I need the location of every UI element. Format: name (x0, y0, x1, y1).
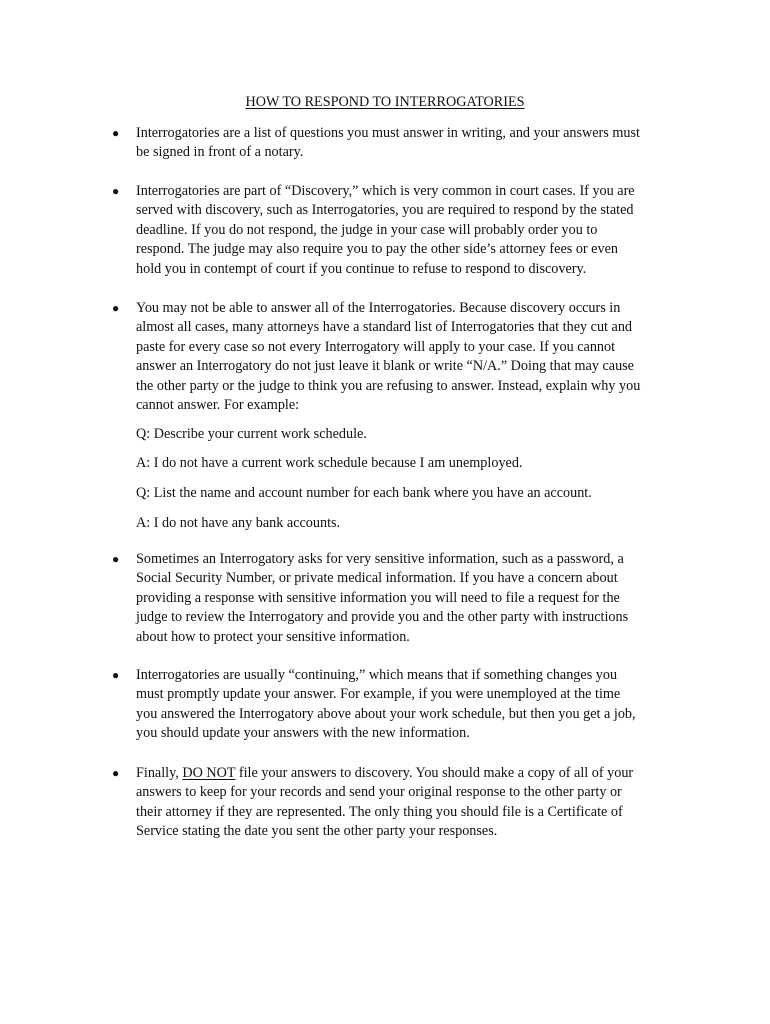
bullet-icon: ● (112, 552, 120, 566)
bullet-text: You may not be able to answer all of the Interrogatories. Because discovery occurs in almost all cases, many attorneys have a standard list of Interrogatories that they cut and paste for every case so not every Interrogatory will apply to your case. If you cannot answer an Interrogatory do not just leave it blank or write “N/A.” Doing that may cause the other party or the judge to think you are refusing to answer. Instead, explain why you cannot answer. For example: (136, 300, 641, 414)
bullet-icon: ● (112, 766, 120, 780)
bullet-item (112, 182, 672, 280)
do-not-emphasis: DO NOT (182, 765, 236, 781)
bullet-text: Interrogatories are usually “continuing,” which means that if something changes you must promptly update your answer. For example, if you were unemployed at the time you answered the Interrogatory above about your work schedule, but then you get a job, you should update your answers with the new information. (136, 667, 636, 742)
bullet-item (112, 124, 672, 164)
bullet-item (112, 550, 672, 648)
bullet-icon: ● (112, 184, 120, 198)
example-answer: A: I do not have a current work schedule because I am unemployed. (136, 455, 523, 471)
example-question: Q: Describe your current work schedule. (136, 426, 367, 442)
bullet-item (112, 299, 672, 417)
bullet-icon: ● (112, 301, 120, 315)
bullet-item (112, 666, 672, 746)
bullet-text-final (136, 764, 672, 842)
bullet-text: Sometimes an Interrogatory asks for very sensitive information, such as a password, a Social Security Number, or private medical information. If you have a concern about providing a response with sensitive information you will need to file a request for the judge to review the Interrogatory and provide you and the other party with instructions about how to protect your sensitive information. (136, 551, 629, 645)
example-question: Q: List the name and account number for each bank where you have an account. (136, 485, 592, 501)
bullet-text: Interrogatories are a list of questions you must answer in writing, and your answers must be signed in front of a notary. (136, 125, 640, 161)
bullet-icon: ● (112, 126, 120, 140)
example-answer: A: I do not have any bank accounts. (136, 515, 341, 531)
page-title: HOW TO RESPOND TO INTERROGATORIES (245, 94, 525, 110)
final-prefix: Finally, (136, 765, 183, 781)
bullet-icon: ● (112, 668, 120, 682)
bullet-item (112, 764, 672, 844)
bullet-text: Interrogatories are part of “Discovery,” which is very common in court cases. If you are served with discovery, such as Interrogatories, you are required to respond by the stated deadline. If you do not respond, the judge in your case will probably order you to respond. The judge may also require you to pay the other side’s attorney fees or even hold you in contempt of court if you continue to refuse to respond to discovery. (136, 183, 635, 277)
final-rest: file your answers to discovery. You should make a copy of all of your answers to keep for your records and send your original response to the other party or their attorney if they are represented. The only thing you should file is a Certificate of Service stating the date you sent the other party your responses. (136, 765, 634, 840)
